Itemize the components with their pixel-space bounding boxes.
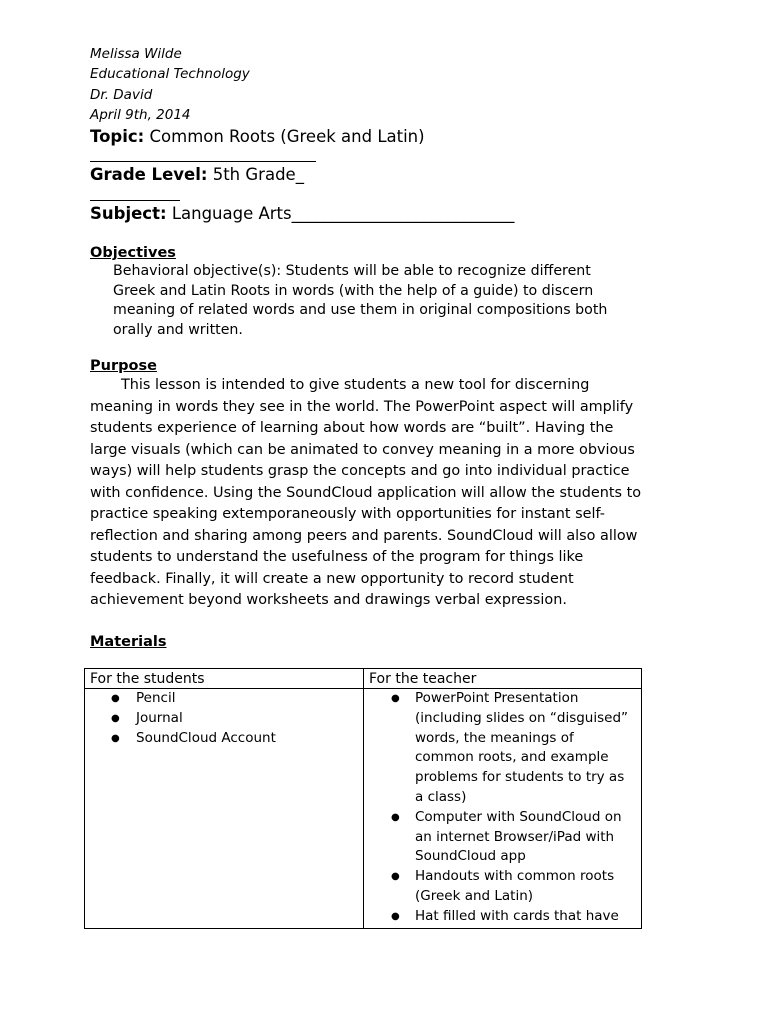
list-item-line: Hat filled with cards that have [415, 907, 619, 924]
purpose-heading: Purpose [90, 358, 157, 374]
teacher-column-header: For the teacher [369, 671, 477, 687]
list-item [111, 709, 276, 729]
list-item [391, 689, 631, 808]
list-item-text: Pencil [136, 690, 176, 706]
bullet-icon: ● [391, 693, 400, 704]
list-item [111, 689, 276, 709]
objectives-line: Behavioral objective(s): Students will be able to recognize different [113, 263, 591, 279]
bullet-icon: ● [391, 910, 400, 922]
purpose-line: reflection and sharing among peers and parents. SoundCloud will also allow [90, 527, 638, 544]
bullet-icon: ● [391, 871, 400, 883]
purpose-line: meaning in words they see in the world. The PowerPoint aspect will amplify [90, 398, 634, 415]
subject-value: Language Arts___________________________ [171, 204, 515, 223]
list-item-line: a class) [415, 788, 467, 805]
students-list [111, 689, 276, 748]
list-item-line: an internet Browser/iPad with [415, 828, 615, 845]
instructor-name: Dr. David [90, 87, 153, 103]
grade-value: 5th Grade_ [212, 165, 304, 184]
subject-label: Subject: [90, 204, 167, 223]
author-name: Melissa Wilde [90, 46, 182, 62]
purpose-line: with confidence. Using the SoundCloud application will allow the students to [90, 484, 642, 501]
students-column-header: For the students [90, 671, 205, 687]
list-item-line: SoundCloud app [415, 848, 526, 865]
teacher-list [391, 689, 631, 927]
purpose-line: practice speaking extemporaneously with opportunities for instant self- [90, 506, 605, 522]
document-date: April 9th, 2014 [90, 107, 191, 123]
purpose-line: students experience of learning about how words are “built”. Having the [90, 420, 614, 436]
list-item-line: words, the meanings of [415, 729, 574, 746]
objectives-line: Greek and Latin Roots in words (with the help of a guide) to discern [113, 282, 594, 299]
column-divider [363, 669, 364, 928]
objectives-heading: Objectives [90, 245, 176, 261]
list-item-line: PowerPoint Presentation [415, 690, 579, 706]
purpose-line: achievement beyond worksheets and drawings verbal expression. [90, 592, 567, 608]
purpose-line: feedback. Finally, it will create a new opportunity to record student [90, 570, 574, 587]
list-item-line: Computer with SoundCloud on [415, 808, 622, 825]
list-item [111, 729, 276, 749]
objectives-line: meaning of related words and use them in original compositions both [113, 302, 608, 318]
grade-line [90, 164, 304, 186]
grade-rule [90, 200, 180, 201]
materials-heading: Materials [90, 634, 167, 650]
bullet-icon: ● [391, 811, 400, 823]
purpose-text [90, 375, 650, 612]
bullet-icon: ● [111, 732, 120, 744]
topic-label: Topic: [90, 127, 145, 146]
topic-value: Common Roots (Greek and Latin) [149, 127, 425, 146]
list-item-text: Journal [136, 709, 183, 726]
list-item [391, 808, 631, 867]
purpose-line: students to understand the usefulness of the program for things like [90, 549, 584, 565]
grade-label: Grade Level: [90, 165, 208, 184]
materials-table [84, 668, 642, 929]
list-item [391, 907, 631, 927]
subject-line [90, 203, 514, 225]
list-item-line: common roots, and example [415, 749, 609, 766]
list-item [391, 867, 631, 907]
list-item-text: SoundCloud Account [136, 729, 276, 746]
purpose-line: ways) will help students grasp the concepts and go into individual practice [90, 463, 630, 479]
purpose-line: large visuals (which can be animated to convey meaning in a more obvious [90, 441, 635, 458]
objectives-line: orally and written. [113, 321, 243, 338]
bullet-icon: ● [111, 693, 120, 704]
list-item-line: problems for students to try as [415, 769, 625, 786]
list-item-line: (Greek and Latin) [415, 887, 534, 904]
course-name: Educational Technology [90, 66, 250, 82]
purpose-line: This lesson is intended to give students a new tool for discerning [121, 377, 590, 393]
list-item-line: Handouts with common roots [415, 868, 615, 885]
bullet-icon: ● [111, 712, 120, 724]
topic-rule [90, 161, 316, 162]
topic-line [90, 126, 425, 148]
list-item-line: (including slides on “disguised” [415, 709, 629, 726]
objectives-text [113, 262, 607, 340]
